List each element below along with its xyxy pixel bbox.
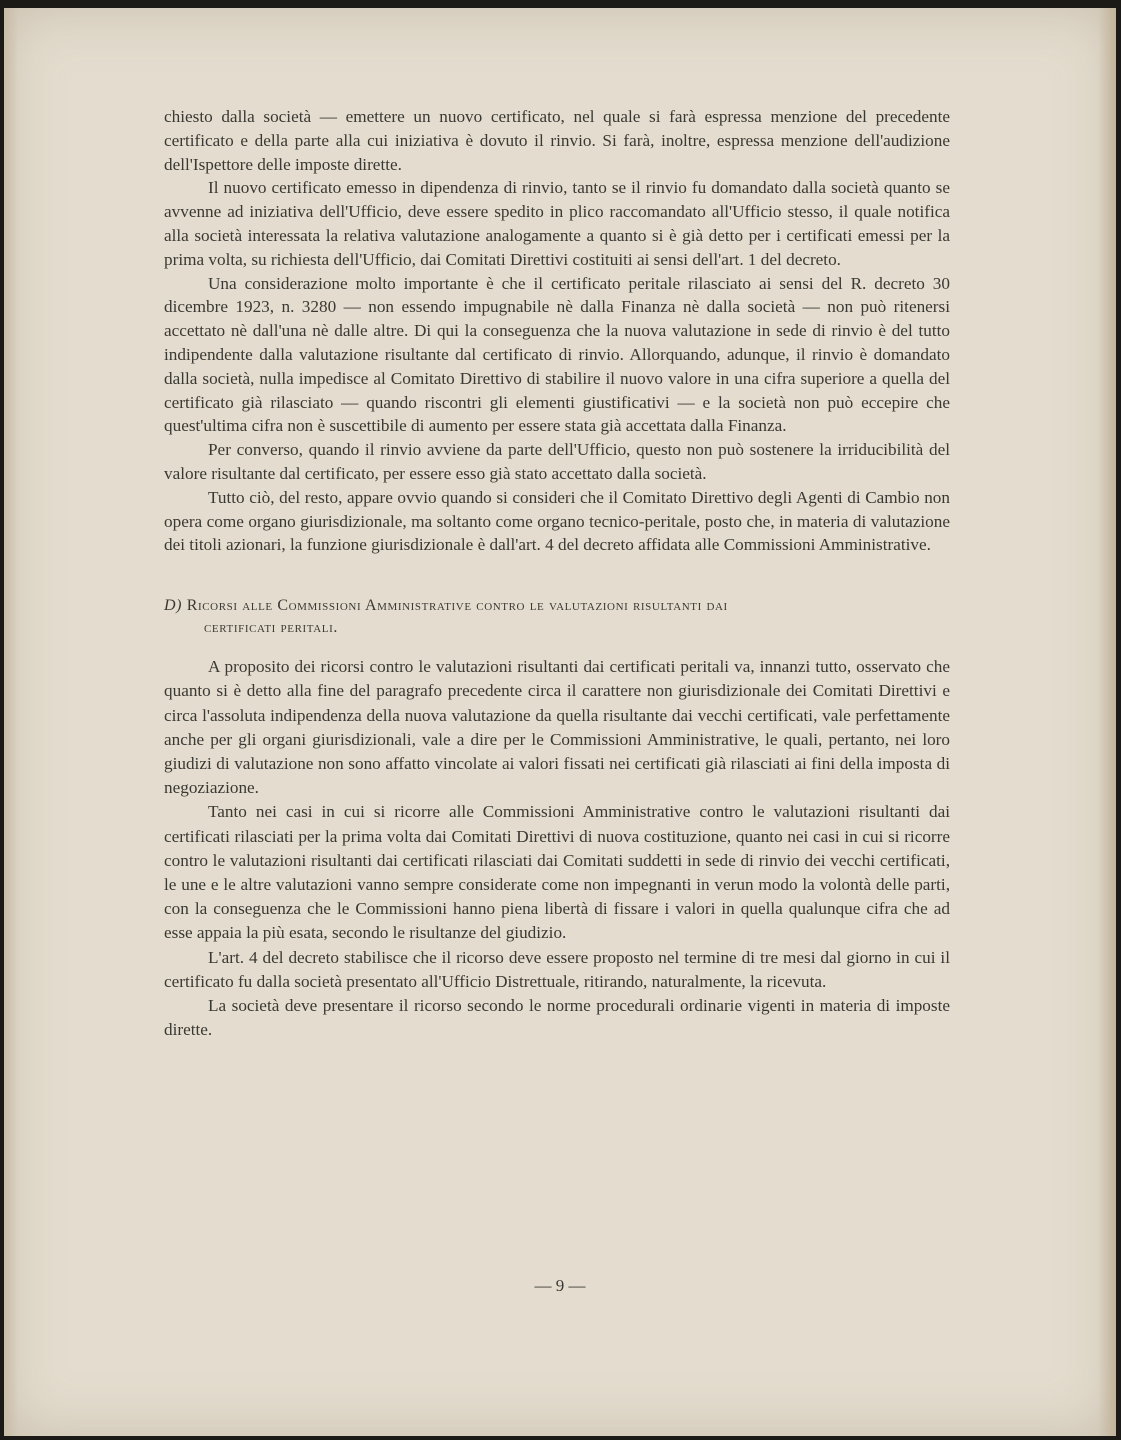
paragraph-a-proposito: A proposito dei ricorsi contro le valutazioni risultanti dai certificati peritali va, innanzi tutto, osservato che quanto si è detto alla fine del paragrafo precedente circa il carattere non giurisdizionale dei Comitati Direttivi e circa l'assoluta indipendenza della nuova valutazione da quella risultante dai vecchi certificati, vale perfettamente anche per gli organi giurisdizionali, vale a dire per le Commissioni Amministrative, le quali, pertanto, nei loro giudizi di valutazione non sono affatto vincolate ai valori fissati nei certificati già rilasciati ai fini della imposta di negoziazione. — [164, 657, 950, 798]
section-letter: D) — [164, 597, 183, 615]
paragraph-continued: chiesto dalla società — emettere un nuovo certificato, nel quale si farà espressa menzione del precedente certificato e della parte alla cui iniziativa è dovuto il rinvio. Si farà, inoltre, espressa menzione dell'audizione dell'Ispettore delle imposte dirette. — [164, 107, 950, 174]
paragraph-nuovo-certificato: Il nuovo certificato emesso in dipendenza di rinvio, tanto se il rinvio fu domandato dalla società quanto se avvenne ad iniziativa dell'Ufficio, deve essere spedito in plico raccomandato all'Ufficio stesso, il quale notifica alla società interessata la relativa valutazione analogamente a quanto si è già detto per i certificati emessi per la prima volta, su richiesta dell'Ufficio, dai Comitati Direttivi costituiti ai sensi dell'art. 1 del decreto. — [164, 178, 950, 269]
paragraph-art-4: L'art. 4 del decreto stabilisce che il ricorso deve essere proposto nel termine di tre mesi dal giorno in cui il certificato fu dalla società presentato all'Ufficio Distrettuale, ritirando, naturalmente, la ricevuta. — [164, 947, 950, 991]
paragraph-per-converso: Per converso, quando il rinvio avviene da parte dell'Ufficio, questo non può sostenere la irriducibilità del valore risultante dal certificato, per essere esso già stato accettato dalla società. — [164, 440, 950, 483]
section-heading — [164, 595, 950, 639]
page-edge-shadow-left — [4, 8, 18, 1436]
paragraph-tanto-nei-casi: Tanto nei casi in cui si ricorre alle Commissioni Amministrative contro le valutazioni risultanti dai certificati rilasciati per la prima volta dai Comitati Direttivi di nuova costituzione, quanto nei casi in cui si ricorre contro le valutazioni risultanti dai certificati rilasciati dai Comitati suddetti in sede di rinvio dei vecchi certificati, le une e le altre valutazioni vanno sempre considerate come non impegnanti in verun modo la volontà delle parti, con la conseguenza che le Commissioni hanno piena libertà di fissare i valori in quella qualunque cifra che ad esse appaia la più esata, secondo le risultanze del giudizio. — [164, 802, 950, 943]
page-number: — 9 — — [534, 1276, 586, 1295]
section-title-line2: certificati peritali. — [204, 619, 338, 637]
document-page — [4, 8, 1116, 1436]
section-title-line1: Ricorsi alle Commissioni Amministrative contro le valutazioni risultanti dai — [186, 597, 728, 615]
paragraph-considerazione: Una considerazione molto importante è che il certificato peritale rilasciato ai sensi del R. decreto 30 dicembre 1923, n. 3280 — non essendo impugnabile nè dalla Finanza nè dalla società — non può ritenersi accettato nè dall'una nè dalle altre. Di qui la conseguenza che la nuova valutazione in sede di rinvio è del tutto indipendente dalla valutazione risultante dal certificato di rinvio. Allorquando, adunque, il rinvio è domandato dalla società, nulla impedisce al Comitato Direttivo di stabilire il nuovo valore in una cifra superiore a quella del certificato già rilasciato — quando riscontri gli elementi giustificativi — e la società non può eccepire che quest'ultima cifra non è suscettibile di aumento per essere stata già accettata dalla Finanza. — [164, 273, 950, 436]
paragraph-tutto-cio: Tutto ciò, del resto, appare ovvio quando si consideri che il Comitato Direttivo degli Agenti di Cambio non opera come organo giurisdizionale, ma soltanto come organo tecnico-peritale, posto che, in materia di valutazione dei titoli azionari, la funzione giurisdizionale è dall'art. 4 del decreto affidata alle Commissioni Amministrative. — [164, 487, 950, 555]
paragraph-la-societa: La società deve presentare il ricorso secondo le norme procedurali ordinarie vigenti in materia di imposte dirette. — [164, 995, 950, 1040]
body-text — [164, 105, 950, 1042]
section-body — [164, 655, 950, 1042]
page-edge-shadow-right — [1098, 8, 1116, 1436]
